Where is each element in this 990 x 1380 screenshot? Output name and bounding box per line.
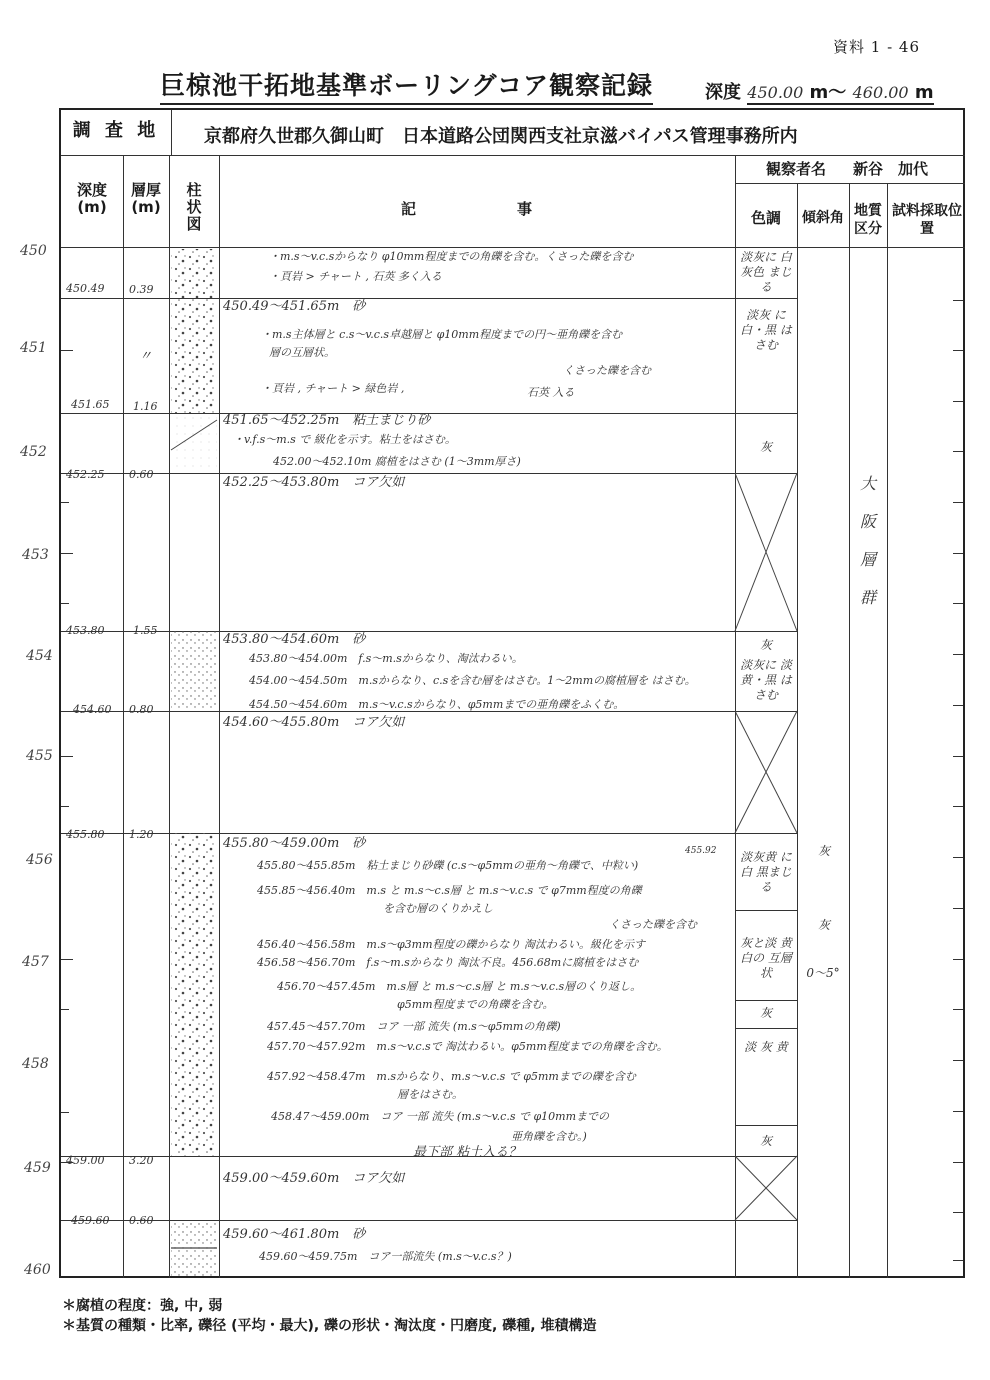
layer-depth: 451.65 — [71, 398, 110, 411]
note: 459.60〜459.75m コア一部流失 (m.s〜v.c.s？) — [259, 1250, 512, 1263]
note: 456.70〜457.45m m.s層 と m.s〜c.s層 と m.s〜v.c.s層のくり返し。 — [277, 980, 642, 993]
color-entry: 淡 灰 黄 — [744, 1040, 788, 1054]
layer-thickness: 1.20 — [129, 828, 154, 841]
note: くさった礫を含む — [563, 364, 651, 377]
depth-scale-label: 457 — [22, 954, 49, 970]
dip-note: 灰 — [817, 844, 830, 858]
note: ・m.s〜v.c.sからなり φ10mm程度までの角礫を含む。くさった礫を含む — [269, 250, 634, 263]
layer-depth: 452.25 — [66, 468, 105, 481]
geology-unit-char: 群 — [859, 588, 876, 607]
layer-thickness: 1.16 — [133, 400, 158, 413]
dip-note: 灰 — [817, 918, 830, 932]
note: ・頁岩 , チャート > 緑色岩 , — [261, 382, 405, 395]
layer-depth: 454.60 — [73, 703, 112, 716]
depth-scale-label: 460 — [24, 1262, 51, 1278]
layer-thickness: 0.60 — [129, 468, 154, 481]
header-sample: 試料採取位置 — [892, 203, 962, 237]
header-column-2: 状 — [186, 198, 202, 216]
layer-depth: 459.00 — [66, 1154, 105, 1167]
note: ・v.f.s〜m.s で 級化を示す。粘土をはさむ。 — [233, 433, 456, 446]
location-label: 調 査 地 — [72, 120, 160, 141]
note: 453.80〜454.60m 砂 — [223, 632, 366, 647]
layer-depth: 450.49 — [66, 282, 105, 295]
depth-scale-label: 456 — [26, 852, 53, 868]
footer-note: ＊基質の種類・比率, 礫径 (平均・最大), 礫の形状・淘汰度・円磨度, 礫種, 堆積構造 — [62, 1318, 597, 1334]
column-section-sand-1 — [171, 298, 217, 413]
note: ・m.s主体層と c.s〜v.c.s卓越層と φ10mm程度までの円〜亜角礫を含む — [261, 328, 623, 341]
layer-depth: 453.80 — [66, 624, 105, 637]
note: 455.80〜459.00m 砂 — [223, 836, 366, 851]
observer-name: 新谷 加代 — [853, 160, 929, 178]
note: 455.80〜455.85m 粘土まじり砂礫 (c.s〜φ5mmの亜角〜角礫で、中粒い) — [257, 859, 639, 872]
note: 459.00〜459.60m コア欠如 — [223, 1171, 405, 1186]
geology-unit-char: 層 — [859, 550, 876, 569]
color-entry: 灰 — [759, 440, 772, 454]
note: 石英 入る — [527, 386, 575, 399]
color-entry: 淡灰に 淡黄・黒 はさむ — [740, 658, 792, 702]
color-entry: 灰 — [759, 1006, 772, 1020]
note: φ5mm程度までの角礫を含む。 — [397, 998, 554, 1011]
depth-separator: m〜 — [809, 82, 847, 103]
layer-thickness: 0.60 — [129, 1214, 154, 1227]
column-section-sand-3 — [171, 833, 217, 1156]
header-depth-label: 深度 — [76, 181, 107, 199]
note: くさった礫を含む — [609, 918, 697, 931]
location-value: 京都府久世郡久御山町 日本道路公団関西支社京滋バイパス管理事務所内 — [204, 126, 798, 147]
note: 450.49〜451.65m 砂 — [223, 299, 366, 314]
layer-thickness: 3.20 — [129, 1154, 154, 1167]
header-depth-unit: (m) — [77, 198, 107, 216]
layer-thickness: 0.80 — [129, 703, 154, 716]
ditto-mark: 〃 — [139, 349, 153, 364]
column-section-gravelly-sand — [171, 249, 217, 298]
depth-range-label: 深度 — [705, 82, 741, 103]
header-color: 色調 — [750, 209, 781, 227]
header-column-3: 図 — [186, 215, 202, 233]
header-thickness-unit: (m) — [131, 198, 161, 216]
note: 457.92〜458.47m m.sからなり、m.s〜v.c.s で φ5mmまでの礫を含む — [267, 1070, 636, 1083]
note: を含む層のくりかえし — [383, 902, 493, 915]
color-entry: 灰 — [759, 1134, 772, 1148]
layer-depth: 459.60 — [71, 1214, 110, 1227]
depth-unit: m — [914, 82, 934, 103]
note: 452.25〜453.80m コア欠如 — [223, 475, 405, 490]
observer-label: 観察者名 — [766, 160, 827, 178]
layer-thickness: 0.39 — [129, 283, 154, 296]
depth-scale-label: 451 — [20, 340, 47, 356]
header-geology: 地質区分 — [854, 203, 882, 237]
note: 455.85〜456.40m m.s と m.s〜c.s層 と m.s〜v.c.s で φ7mm程度の角礫 — [257, 884, 642, 897]
dip-angle: 0〜5° — [806, 966, 840, 980]
footer-notes — [62, 1296, 596, 1336]
column-section-clayey-sand — [171, 413, 217, 473]
depth-to: 460.00 — [852, 83, 909, 102]
depth-scale-label: 453 — [22, 547, 49, 563]
column-section-sand-2 — [171, 631, 217, 711]
note: 451.65〜452.25m 粘土まじり砂 — [223, 413, 431, 428]
core-column-drawing — [61, 110, 965, 1278]
note: ・頁岩 > チャート , 石英 多く入る — [269, 270, 442, 283]
header-notes-2: 事 — [517, 200, 533, 218]
depth-from: 450.00 — [747, 83, 804, 102]
note: 456.58〜456.70m f.s〜m.sからなり 淘汰不良。456.68mに腐植をはさむ — [257, 956, 639, 969]
note: 457.70〜457.92m m.s〜v.c.sで 淘汰わるい。φ5mm程度までの角礫を含む。 — [267, 1040, 668, 1053]
depth-scale-label: 458 — [22, 1056, 49, 1072]
header-notes-1: 記 — [401, 200, 417, 218]
color-entry: 淡灰黄 に 白 黒まじる — [740, 850, 792, 894]
note: 458.47〜459.00m コア 一部 流失 (m.s〜v.c.s で φ10mmまでの — [271, 1110, 610, 1123]
note: 454.50〜454.60m m.s〜v.c.sからなり、φ5mmまでの亜角礫をふくむ。 — [249, 698, 625, 711]
note: 452.00〜452.10m 腐植をはさむ (1〜3mm厚さ) — [273, 455, 521, 468]
depth-scale-label: 452 — [20, 444, 47, 460]
document-reference: 資料 1 - 46 — [832, 38, 920, 56]
core-log-sheet — [59, 108, 965, 1278]
layer-thickness: 1.55 — [133, 624, 158, 637]
document-title: 巨椋池干拓地基準ボーリングコア観察記録 — [160, 66, 653, 105]
color-entry: 淡灰に 白灰色 まじる — [740, 250, 792, 294]
note: 459.60〜461.80m 砂 — [223, 1227, 366, 1242]
color-entry: 淡灰 に 白・黒 はさむ — [740, 308, 792, 352]
color-entry: 灰と淡 黄白の 互層状 — [740, 936, 792, 980]
note: 亜角礫を含む。) — [511, 1130, 587, 1143]
depth-scale-label: 455 — [26, 748, 53, 764]
note: 層の互層状。 — [269, 346, 335, 359]
footer-note: ＊腐植の程度：強, 中, 弱 — [62, 1298, 223, 1314]
depth-scale-label: 459 — [24, 1160, 51, 1176]
geology-unit-char: 阪 — [859, 512, 876, 531]
depth-range-values — [747, 82, 933, 105]
header-column-1: 柱 — [186, 181, 202, 199]
note: 最下部 粘土入る？ — [413, 1145, 522, 1160]
note: 453.80〜454.00m f.s〜m.sからなり、淘汰わるい。 — [249, 652, 523, 665]
note: 457.45〜457.70m コア 一部 流失 (m.s〜φ5mmの角礫) — [267, 1020, 561, 1033]
note: 層をはさむ。 — [397, 1088, 463, 1101]
layer-depth: 455.80 — [66, 828, 105, 841]
note: 456.40〜456.58m m.s〜φ3mm程度の礫からなり 淘汰わるい。級化を示す — [257, 938, 646, 951]
depth-scale-label: 454 — [26, 648, 53, 664]
note: 454.60〜455.80m コア欠如 — [223, 715, 405, 730]
geology-unit-char: 大 — [859, 474, 876, 493]
depth-range — [705, 78, 934, 104]
header-dip: 傾斜角 — [802, 210, 844, 226]
geology-unit — [849, 465, 887, 617]
color-entry: 灰 — [759, 638, 772, 652]
note: 455.92 — [685, 846, 717, 856]
header-thickness-label: 層厚 — [130, 181, 161, 199]
depth-scale-label: 450 — [20, 243, 47, 259]
note: 454.00〜454.50m m.sからなり、c.sを含む層をはさむ。1〜2mmの腐植層を はさむ。 — [249, 674, 696, 687]
core-missing-marks — [735, 473, 797, 1220]
